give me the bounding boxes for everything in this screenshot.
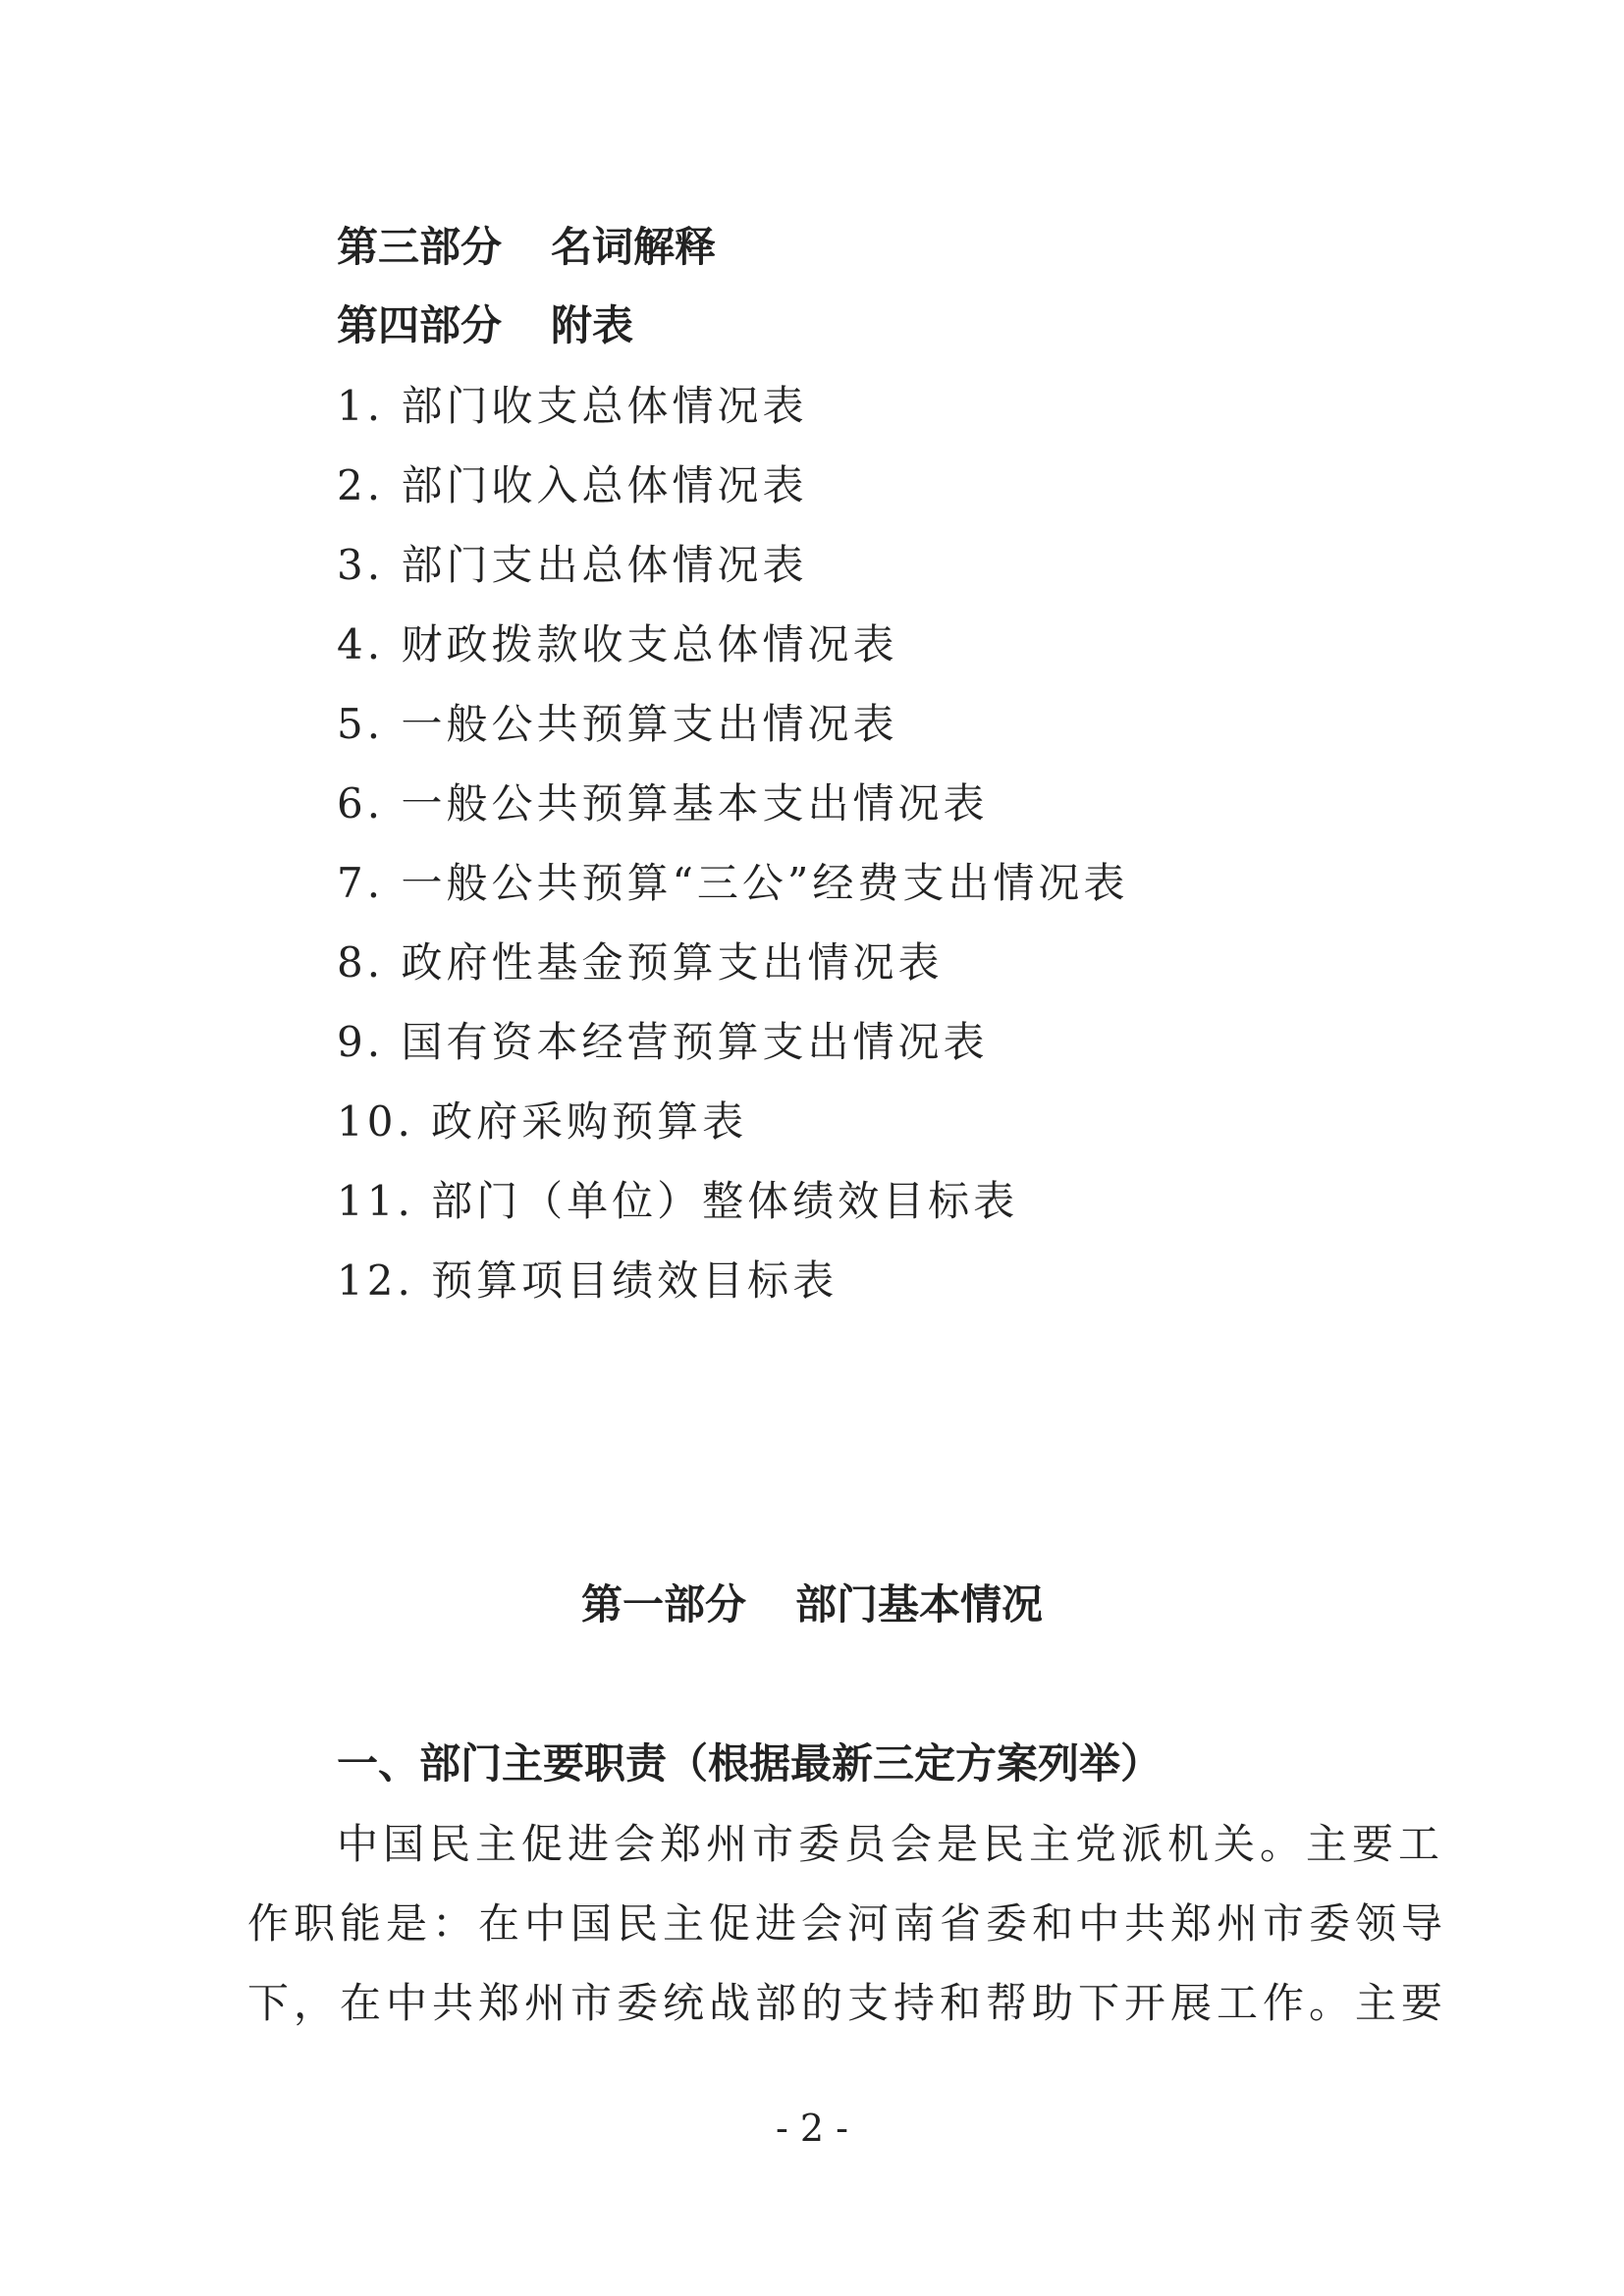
toc-item-text: 部门收入总体情况表 bbox=[401, 461, 808, 509]
section1-title bbox=[0, 1575, 1624, 1634]
toc-item-9 bbox=[337, 1013, 988, 1072]
toc-item-number: 12. bbox=[337, 1256, 414, 1305]
page-number: - 2 - bbox=[775, 2107, 848, 2150]
toc-item-text: 部门收支总体情况表 bbox=[401, 382, 808, 430]
toc-item-number: 6. bbox=[337, 779, 385, 828]
section1-label: 第一部分 bbox=[580, 1580, 746, 1629]
toc-item-number: 4. bbox=[337, 620, 385, 668]
toc-item-7 bbox=[337, 854, 1128, 913]
toc-item-text: 一般公共预算支出情况表 bbox=[401, 700, 898, 748]
toc-item-2 bbox=[337, 456, 807, 515]
toc-item-text: 一般公共预算“三公”经费支出情况表 bbox=[401, 859, 1129, 907]
toc-item-text: 政府采购预算表 bbox=[431, 1097, 748, 1146]
toc-item-number: 8. bbox=[337, 938, 385, 987]
toc-part3-title: 名词解释 bbox=[551, 223, 717, 271]
toc-item-12 bbox=[337, 1252, 838, 1310]
toc-item-3 bbox=[337, 536, 807, 595]
toc-part4-label: 第四部分 bbox=[337, 301, 503, 349]
toc-item-number: 11. bbox=[337, 1177, 414, 1225]
toc-item-number: 5. bbox=[337, 700, 385, 748]
toc-item-number: 7. bbox=[337, 859, 385, 907]
toc-item-number: 3. bbox=[337, 541, 385, 589]
toc-item-4 bbox=[337, 615, 897, 674]
toc-item-number: 2. bbox=[337, 461, 385, 509]
toc-item-number: 1. bbox=[337, 382, 385, 430]
toc-part3-label: 第三部分 bbox=[337, 223, 503, 271]
paragraph-line-3: 下，在中共郑州市委统战部的支持和帮助下开展工作。主要 bbox=[247, 1979, 1448, 2027]
toc-part4-title: 附表 bbox=[551, 301, 634, 349]
paragraph-line-1: 中国民主促进会郑州市委员会是民主党派机关。主要工 bbox=[337, 1820, 1445, 1868]
toc-item-number: 10. bbox=[337, 1097, 414, 1146]
toc-item-text: 预算项目绩效目标表 bbox=[431, 1256, 839, 1305]
section1-title-text: 部门基本情况 bbox=[795, 1580, 1044, 1629]
toc-item-text: 一般公共预算基本支出情况表 bbox=[401, 779, 989, 828]
toc-item-text: 国有资本经营预算支出情况表 bbox=[401, 1018, 989, 1066]
toc-item-5 bbox=[337, 695, 897, 754]
toc-item-text: 财政拨款收支总体情况表 bbox=[401, 620, 898, 668]
toc-item-11 bbox=[337, 1172, 1018, 1231]
toc-item-text: 政府性基金预算支出情况表 bbox=[401, 938, 944, 987]
toc-item-10 bbox=[337, 1093, 747, 1151]
toc-item-6 bbox=[337, 774, 988, 833]
toc-item-text: 部门（单位）整体绩效目标表 bbox=[431, 1177, 1019, 1225]
toc-part3 bbox=[337, 218, 716, 277]
paragraph-line-2: 作职能是：在中国民主促进会河南省委和中共郑州市委领导 bbox=[247, 1899, 1448, 1948]
toc-part4 bbox=[337, 296, 633, 355]
toc-item-number: 9. bbox=[337, 1018, 385, 1066]
toc-item-text: 部门支出总体情况表 bbox=[401, 541, 808, 589]
toc-item-1 bbox=[337, 377, 807, 436]
toc-item-8 bbox=[337, 934, 943, 992]
section1-heading: 一、部门主要职责（根据最新三定方案列举） bbox=[337, 1739, 1163, 1788]
